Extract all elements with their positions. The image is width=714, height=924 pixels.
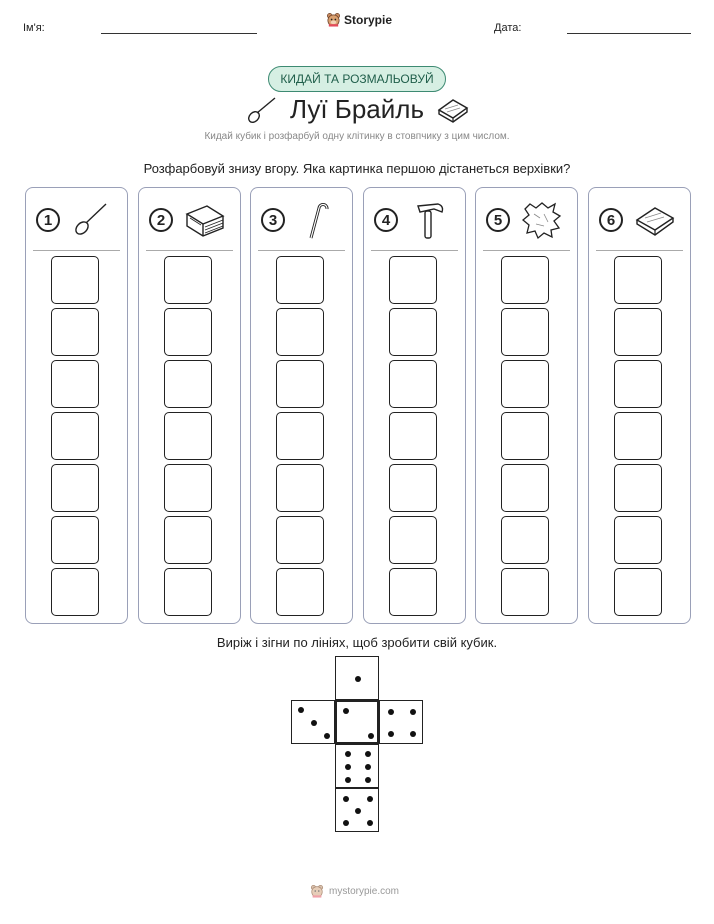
page-title: Луї Брайль (289, 94, 425, 124)
name-line[interactable] (101, 33, 257, 34)
leather-hide-icon (520, 200, 564, 240)
cane-icon (295, 200, 339, 240)
grid-cell[interactable] (389, 464, 437, 512)
column-divider (371, 250, 458, 251)
pip (410, 731, 416, 737)
die-face-4 (379, 700, 423, 744)
grid-cell[interactable] (164, 412, 212, 460)
footer-link[interactable]: mystorypie.com (329, 885, 400, 897)
grid-cell[interactable] (276, 464, 324, 512)
number-badge: 2 (149, 208, 173, 232)
die-face-3 (291, 700, 335, 744)
number-badge: 1 (36, 208, 60, 232)
grid-cell[interactable] (389, 516, 437, 564)
date-line[interactable] (567, 33, 691, 34)
grid-cell[interactable] (614, 516, 662, 564)
grid-cell[interactable] (51, 256, 99, 304)
grid-cell[interactable] (614, 360, 662, 408)
grid-cell[interactable] (164, 360, 212, 408)
pip (367, 796, 373, 802)
grid-cell[interactable] (276, 308, 324, 356)
pip (410, 709, 416, 715)
pip (343, 820, 349, 826)
grid-cell[interactable] (164, 568, 212, 616)
pip (343, 708, 349, 714)
grid-cell[interactable] (276, 568, 324, 616)
grid-cell[interactable] (276, 360, 324, 408)
grid-cell[interactable] (51, 464, 99, 512)
number-badge: 5 (486, 208, 510, 232)
grid-cell[interactable] (276, 256, 324, 304)
column-3 (250, 187, 353, 624)
grid-cell[interactable] (389, 568, 437, 616)
grid-cell[interactable] (501, 256, 549, 304)
grid-cell[interactable] (614, 464, 662, 512)
pip (311, 720, 317, 726)
name-label: Ім'я: (23, 22, 45, 34)
column-divider (258, 250, 345, 251)
book-icon (183, 200, 227, 240)
pip (298, 707, 304, 713)
die-face-5 (335, 788, 379, 832)
pip (345, 777, 351, 783)
column-2 (138, 187, 241, 624)
pip (345, 751, 351, 757)
grid-cell[interactable] (389, 360, 437, 408)
grid-cell[interactable] (501, 308, 549, 356)
pip (355, 808, 361, 814)
pip (388, 709, 394, 715)
activity-tag: КИДАЙ ТА РОЗМАЛЬОВУЙ (268, 66, 446, 92)
grid-cell[interactable] (614, 568, 662, 616)
instruction: Розфарбовуй знизу вгору. Яка картинка першою дістанеться верхівки? (143, 161, 571, 176)
column-divider (33, 250, 120, 251)
pip (355, 676, 361, 682)
grid-cell[interactable] (164, 308, 212, 356)
grid-cell[interactable] (51, 516, 99, 564)
pip (365, 764, 371, 770)
grid-cell[interactable] (164, 256, 212, 304)
pip (388, 731, 394, 737)
column-divider (483, 250, 570, 251)
number-badge: 4 (374, 208, 398, 232)
date-label: Дата: (494, 22, 522, 34)
grid-cell[interactable] (51, 308, 99, 356)
die-face-6 (335, 744, 379, 788)
grid-cell[interactable] (389, 308, 437, 356)
subtitle: Кидай кубик і розфарбуй одну клітинку в стовпчику з цим числом. (204, 131, 510, 142)
awl-icon (70, 200, 114, 240)
grid-cell[interactable] (164, 464, 212, 512)
logo-text: Storypie (344, 12, 393, 27)
grid-cell[interactable] (164, 516, 212, 564)
grid-cell[interactable] (614, 256, 662, 304)
grid-cell[interactable] (51, 568, 99, 616)
number-badge: 6 (599, 208, 623, 232)
pip (365, 751, 371, 757)
number-badge: 3 (261, 208, 285, 232)
pip (368, 733, 374, 739)
title-row (0, 92, 714, 128)
grid-cell[interactable] (276, 412, 324, 460)
die-face-2 (335, 700, 379, 744)
pip (367, 820, 373, 826)
pip (345, 764, 351, 770)
bear-logo-icon (310, 884, 324, 898)
grid-cell[interactable] (614, 308, 662, 356)
grid-cell[interactable] (276, 516, 324, 564)
grid-cell[interactable] (501, 360, 549, 408)
hammer-icon (408, 200, 452, 240)
cut-instruction: Виріж і зігни по лініях, щоб зробити свій кубик. (216, 635, 498, 650)
column-divider (146, 250, 233, 251)
pip (324, 733, 330, 739)
grid-cell[interactable] (501, 516, 549, 564)
die-face-1 (335, 656, 379, 700)
footer (310, 884, 399, 898)
braille-slate-icon (436, 96, 470, 124)
storypie-logo (326, 12, 392, 27)
column-6 (588, 187, 691, 624)
grid-cell[interactable] (614, 412, 662, 460)
grid-cell[interactable] (389, 256, 437, 304)
pip (343, 796, 349, 802)
grid-cell[interactable] (501, 464, 549, 512)
grid-cell[interactable] (51, 412, 99, 460)
column-divider (596, 250, 683, 251)
bear-logo-icon (326, 12, 341, 27)
grid-cell[interactable] (389, 412, 437, 460)
column-4 (363, 187, 466, 624)
grid-cell[interactable] (501, 568, 549, 616)
grid-cell[interactable] (501, 412, 549, 460)
braille-slate-icon (633, 200, 677, 240)
pip (365, 777, 371, 783)
column-5 (475, 187, 578, 624)
column-1 (25, 187, 128, 624)
grid-cell[interactable] (51, 360, 99, 408)
